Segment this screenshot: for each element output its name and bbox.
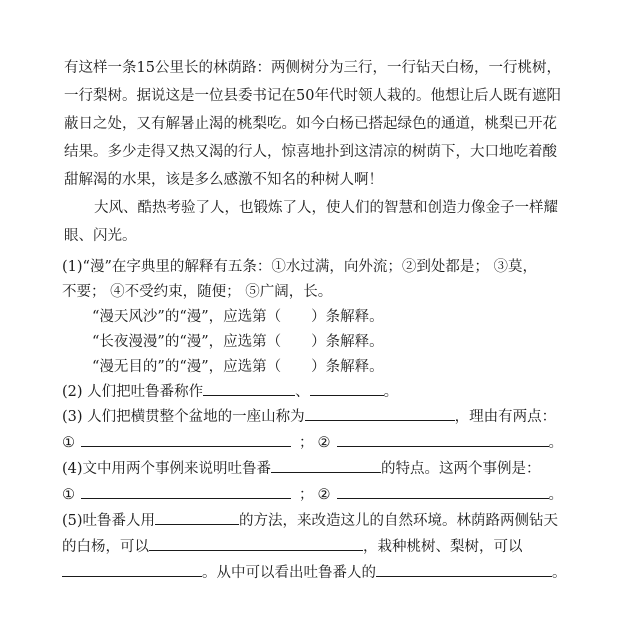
passage-line: 有这样一条15公里长的林荫路：两侧树分为三行，一行钻天白杨，一行桃树， [64, 60, 561, 76]
q4-prompt: (4)文中用两个事例来说明吐鲁番 [62, 461, 272, 477]
q3-reasons [62, 432, 563, 453]
q5-prompt-d: ，栽种桃树、梨树，可以 [363, 539, 523, 555]
q3-tail: ，理由有两点： [454, 409, 557, 425]
q1-sub1-suffix: ）条解释。 [311, 309, 384, 325]
q1-sub1 [92, 307, 384, 327]
q3-blank-name[interactable] [305, 406, 455, 421]
passage-line: 甜解渴的水果，该是多么感激不知名的种树人啊！ [64, 172, 383, 188]
q5-prompt-a: (5)吐鲁番人用 [62, 513, 156, 529]
q1-sub3-prompt: “漫无目的”的“漫”，应选第（ [92, 359, 282, 375]
q5-blank-fruit[interactable] [62, 562, 202, 577]
q5-blank-spirit[interactable] [376, 562, 552, 577]
q5-end: 。 [552, 565, 567, 581]
passage-line: 大风、酷热考验了人，也锻炼了人，使人们的智慧和创造力像金子一样耀 [94, 200, 558, 216]
q4-marker-2: ② [317, 487, 331, 503]
q4-end: 。 [548, 487, 563, 503]
q1-definitions-cont: 不要； ④不受约束，随便； ⑤广阔，长。 [62, 284, 333, 300]
q5-blank-poplar[interactable] [149, 536, 363, 551]
q5-prompt-b: 的方法，来改造这儿的自然环境。林荫路两侧钻天 [239, 513, 559, 529]
q5-prompt-c: 的白杨，可以 [62, 539, 149, 555]
passage-line: 结果。多少走得又热又渴的行人，惊喜地扑到这清凉的树荫下，大口地吃着酸 [64, 144, 557, 160]
q5-prompt-e: 。从中可以看出吐鲁番人的 [202, 565, 376, 581]
q3-marker-1: ① [62, 435, 75, 451]
passage-line: 一行梨树。据说这是一位县委书记在50年代时领人栽的。他想让后人既有遮阳 [64, 88, 561, 104]
q1-sub3-suffix: ）条解释。 [311, 359, 384, 375]
q1-sub1-prompt: “漫天风沙”的“漫”，应选第（ [92, 309, 282, 325]
q1-sub2 [92, 332, 384, 352]
q1-sub2-suffix: ）条解释。 [311, 334, 384, 350]
q3-blank-reason-1[interactable] [81, 432, 291, 447]
q3 [62, 406, 556, 427]
q5-line-3 [62, 562, 567, 583]
q4-semicolon: ； [299, 487, 314, 503]
q3-end: 。 [548, 435, 563, 451]
q4-blank-feature[interactable] [271, 458, 381, 473]
q2-end: 。 [383, 384, 399, 400]
q1-definitions: (1)“漫”在字典里的解释有五条：①水过满，向外流；②到处都是； ③莫， [62, 259, 537, 275]
q4-marker-1: ① [62, 487, 75, 503]
q4-blank-example-1[interactable] [81, 484, 291, 499]
q5-blank-method[interactable] [155, 510, 239, 525]
q3-marker-2: ② [317, 435, 331, 451]
q2 [62, 381, 398, 402]
q2-blank-1[interactable] [203, 381, 295, 396]
q2-prompt: (2) 人们把吐鲁番称作 [62, 384, 204, 400]
passage-line: 蔽日之处，又有解暑止渴的桃梨吃。如今白杨已搭起绿色的通道，桃梨已开花 [64, 116, 557, 132]
q1-sub3 [92, 357, 384, 377]
q4 [62, 458, 541, 479]
q2-blank-2[interactable] [310, 381, 384, 396]
q5-line-2 [62, 536, 523, 557]
q5-line-1 [62, 510, 558, 531]
q4-blank-example-2[interactable] [337, 484, 549, 499]
q2-separator: 、 [295, 384, 310, 400]
q4-tail: 的特点。这两个事例是： [381, 461, 541, 477]
q1-sub2-prompt: “长夜漫漫”的“漫”，应选第（ [92, 334, 282, 350]
q3-blank-reason-2[interactable] [337, 432, 549, 447]
passage-line: 眼、闪光。 [64, 228, 137, 244]
q3-prompt: (3) 人们把横贯整个盆地的一座山称为 [62, 409, 305, 425]
q3-semicolon: ； [299, 435, 314, 451]
q4-examples [62, 484, 563, 505]
